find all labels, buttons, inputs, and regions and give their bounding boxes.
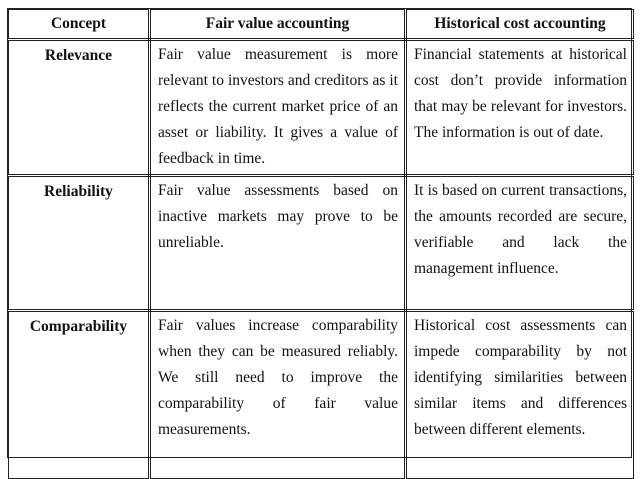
header-row xyxy=(9,10,634,40)
table-row-relevance xyxy=(9,40,634,176)
header-historical-cost: Historical cost accounting xyxy=(406,10,634,40)
concept-cell: Relevance xyxy=(9,40,150,176)
comparison-table-container xyxy=(7,8,632,458)
comparison-table xyxy=(8,9,634,479)
historical-cost-cell: It is based on current transactions, the amounts recorded are secure, verifiable and lack the management influence. xyxy=(406,176,634,311)
header-concept: Concept xyxy=(9,10,150,40)
header-fair-value: Fair value accounting xyxy=(150,10,406,40)
fair-value-cell: Fair value assessments based on inactive markets may prove to be unreliable. xyxy=(150,176,406,311)
fair-value-cell: Fair value measurement is more relevant to investors and creditors as it reflects the current market price of an asset or liability. It gives a value of feedback in time. xyxy=(150,40,406,176)
historical-cost-cell: Historical cost assessments can impede comparability by not identifying similarities between similar items and differences between different elements. xyxy=(406,311,634,479)
historical-cost-cell: Financial statements at historical cost don’t provide information that may be relevant for investors. The information is out of date. xyxy=(406,40,634,176)
concept-cell: Comparability xyxy=(9,311,150,479)
table-row-reliability xyxy=(9,176,634,311)
fair-value-cell: Fair values increase comparability when they can be measured reliably. We still need to improve the comparability of fair value measurements. xyxy=(150,311,406,479)
table-row-comparability xyxy=(9,311,634,479)
concept-cell: Reliability xyxy=(9,176,150,311)
